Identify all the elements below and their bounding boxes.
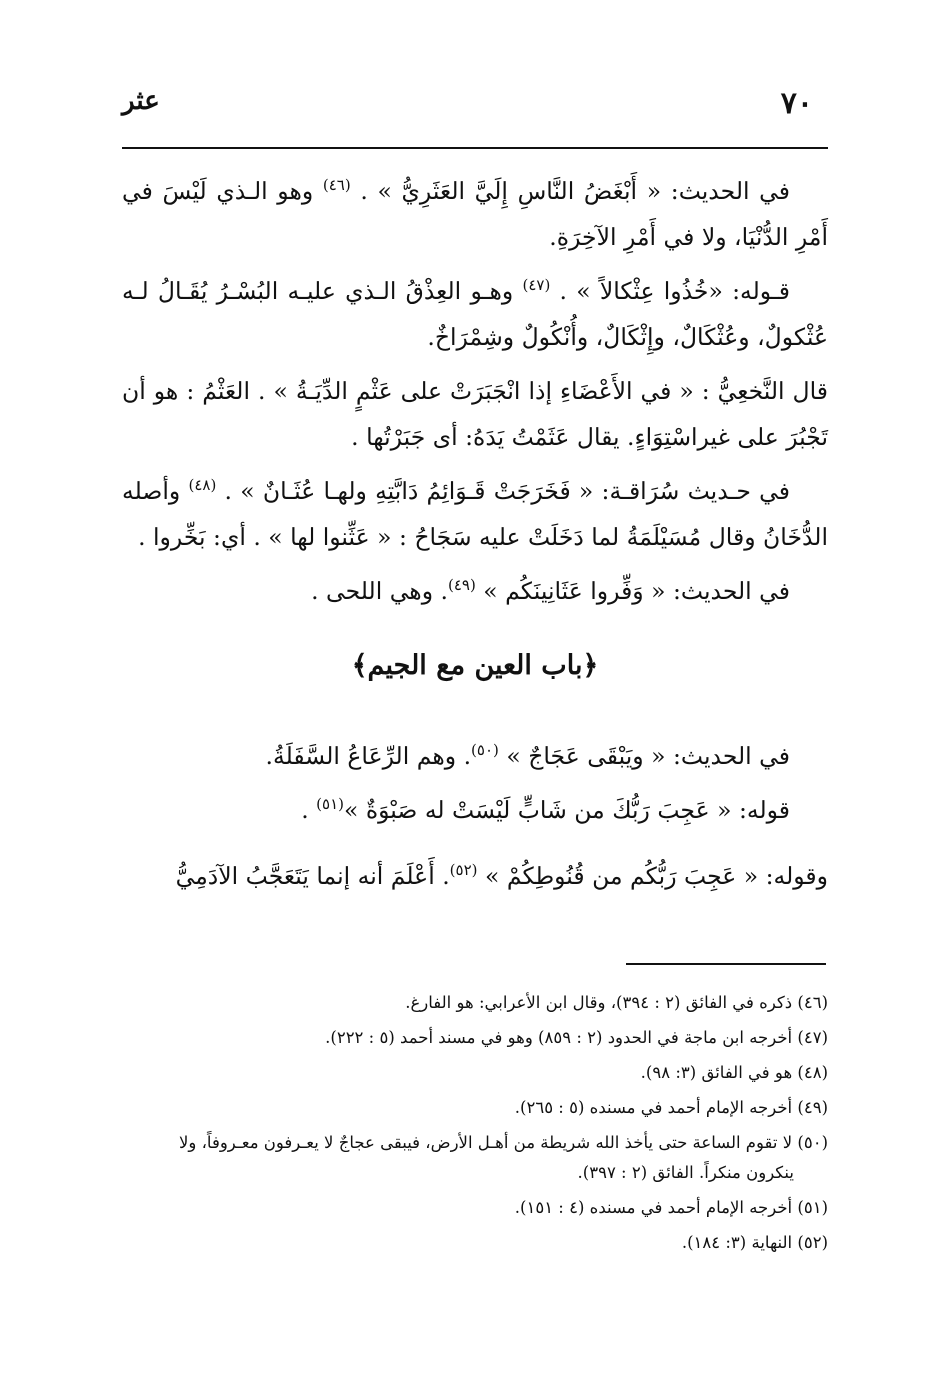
footnotes — [118, 988, 828, 1263]
paragraph: في الحديث: « أَبْغَضُ النَّاسِ إِلَيَّ العَثَرِيُّ » . $^{(٤٦)}$ وهو الـذي لَيْسَ في أَمْرِ الدُّنْيَا، ولا في أَمْرِ الآخِرَةِ. — [122, 176, 828, 251]
paragraph: قوله: « عَجِبَ رَبُّكَ من شَابٍّ لَيْسَتْ له صَبْوَةٌ »$^{(٥١)}$ . — [301, 795, 790, 824]
running-head: عثر — [122, 86, 160, 116]
footnote: (٤٨) هو في الفائق (٣: ٩٨). — [640, 1063, 828, 1082]
footnote: (٤٦) ذكره في الفائق (٢ : ٣٩٤)، وقال ابن الأعرابي: هو الفارغ. — [405, 993, 828, 1012]
paragraph: في حـديث سُرَاقـة: « فَخَرَجَتْ قَـوَائِمُ دَابَّتِهِ ولهـا عُثَـانٌ » . $^{(٤٨)}$ وأصله الدُّخَانُ وقال مُسَيْلَمَةُ لما دَخَلَتْ عليه سَجَاحُ : « عَثِّنوا لها » . أي: بَخِّروا . — [122, 476, 828, 551]
section-title: ﴿باب العين مع الجيم﴾ — [351, 650, 599, 681]
footnote-rule — [626, 963, 826, 965]
footnote-ref: (٥٢) — [449, 861, 478, 880]
paragraph: قال النَّخعِيُّ : « في الأَعْضَاءِ إذا انْجَبَرَتْ على عَثْمٍ الدِّيَـةُ » . العَثْمُ : هو أن تَجْبُرَ على غيراسْتِوَاءٍ. يقال عَثَمْتُ يَدَهُ: أى جَبَرْتُها . — [122, 377, 828, 451]
main-text — [122, 168, 828, 907]
footnote: (٥١) أخرجه الإمام أحمد في مسنده (٤ : ١٥١). — [514, 1198, 828, 1217]
paragraph: في الحديث: « ويَبْقَى عَجَاجٌ » $^{(٥٠)}$. وهم الرِّعَاعُ السَّفَلَةُ. — [265, 741, 790, 770]
footnote: (٤٧) أخرجه ابن ماجة في الحدود (٢ : ٨٥٩) وهو في مسند أحمد (٥ : ٢٢٢). — [325, 1028, 828, 1047]
paragraph: قـوله: «خُذُوا عِثْكالاً » . $^{(٤٧)}$ وهـو العِذْقُ الـذي عليـه البُسْـرُ يُقَـالُ لـه عُثْكولٌ، وعُثْكَالٌ، وإِثْكَالٌ، وأُنْكُولٌ وشِمْرَاخٌ. — [122, 276, 828, 351]
header-rule — [122, 147, 828, 149]
paragraph: وقوله: « عَجِبَ رَبُّكُم من قُنُوطِكُمْ » $^{(٥٢)}$. أَعْلَمَ أنه إنما يَتَعَجَّبُ الآدَمِيُّ — [175, 861, 828, 890]
footnote: (٥٠) لا تقوم الساعة حتى يأخذ الله شريطة من أهـل الأرض، فيبقى عجاجٌ لا يعـرفون معـروفاً، ولا — [178, 1133, 828, 1152]
footnote: (٤٩) أخرجه الإمام أحمد في مسنده (٥ : ٢٦٥). — [514, 1098, 828, 1117]
footnote-ref: (٤٨) — [188, 476, 217, 495]
footnote: (٥٢) النهاية (٣: ١٨٤). — [681, 1233, 828, 1252]
page-header — [122, 86, 813, 126]
footnote-ref: (٤٧) — [522, 276, 551, 295]
paragraph: في الحديث: « وَفِّروا عَثَانِينَكُم » $^{(٤٩)}$. وهي اللحى . — [311, 576, 790, 605]
page-number: ٧٠ — [780, 86, 813, 121]
footnote-ref: (٤٩) — [447, 576, 476, 595]
footnote-ref: (٥١) — [316, 795, 344, 814]
footnote-continuation: ينكرون منكراً. الفائق (٢ : ٣٩٧). — [577, 1163, 794, 1182]
footnote-ref: (٤٦) — [322, 176, 351, 195]
footnote-ref: (٥٠) — [471, 741, 499, 760]
